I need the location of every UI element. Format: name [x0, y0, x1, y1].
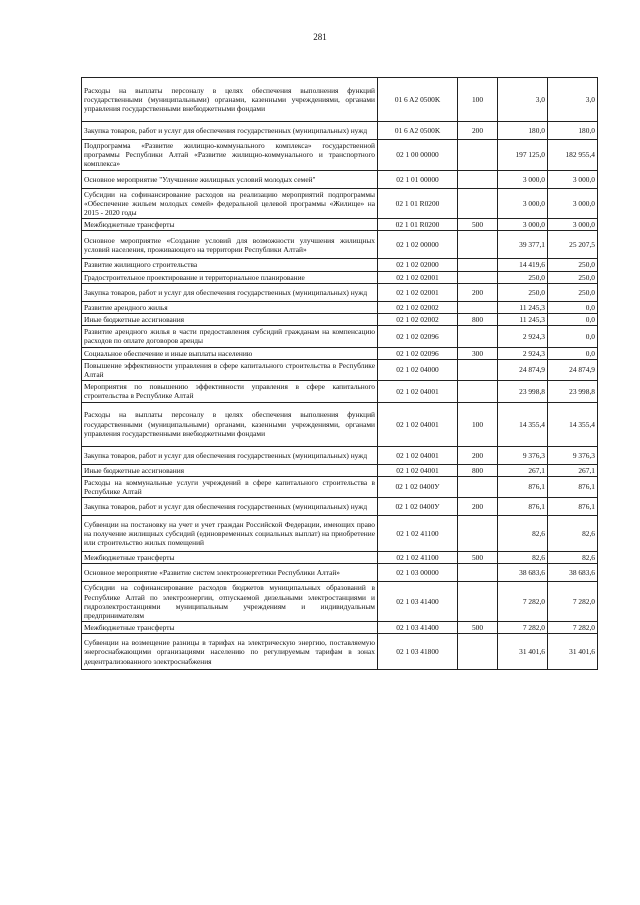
- row-name: Иные бюджетные ассигнования: [82, 314, 378, 326]
- row-amount-1: 3,0: [498, 78, 548, 122]
- table-row: [82, 301, 598, 313]
- table-row: [82, 326, 598, 347]
- row-code: 02 1 03 00000: [378, 564, 458, 582]
- row-name: Социальное обеспечение и иные выплаты населению: [82, 347, 378, 359]
- row-code: 02 1 03 41800: [378, 634, 458, 670]
- row-code: 02 1 02 00000: [378, 231, 458, 259]
- row-code: 02 1 03 41400: [378, 582, 458, 622]
- row-amount-2: 3 000,0: [548, 188, 598, 219]
- row-expense-type: [458, 271, 498, 283]
- row-amount-1: 23 998,8: [498, 381, 548, 402]
- row-name: Расходы на выплаты персоналу в целях обеспечения выполнения функций государственными (муниципальными) органами, казенными учреждениями, органами управления государственными внебюджетными фондами: [82, 78, 378, 122]
- row-expense-type: 200: [458, 283, 498, 301]
- row-code: 02 1 02 02002: [378, 314, 458, 326]
- row-amount-1: 3 000,0: [498, 188, 548, 219]
- row-amount-1: 197 125,0: [498, 140, 548, 171]
- row-amount-1: 3 000,0: [498, 170, 548, 188]
- row-name: Субсидии на софинансирование расходов на реализацию мероприятий подпрограммы «Обеспечение жильем молодых семей» федеральной целевой программы «Жилище» на 2015 - 2020 годы: [82, 188, 378, 219]
- row-amount-2: 876,1: [548, 498, 598, 516]
- row-amount-2: 38 683,6: [548, 564, 598, 582]
- table-row: [82, 582, 598, 622]
- row-amount-1: 11 245,3: [498, 314, 548, 326]
- row-code: 02 1 02 02096: [378, 326, 458, 347]
- row-expense-type: 500: [458, 552, 498, 564]
- row-expense-type: [458, 170, 498, 188]
- row-name: Закупка товаров, работ и услуг для обеспечения государственных (муниципальных) нужд: [82, 283, 378, 301]
- row-amount-1: 82,6: [498, 516, 548, 552]
- row-name: Градостроительное проектирование и территориальное планирование: [82, 271, 378, 283]
- row-amount-1: 14 419,6: [498, 259, 548, 271]
- row-name: Основное мероприятие «Создание условий для возможности улучшения жилищных условий населения, проживающего на территории Республики Алтай»: [82, 231, 378, 259]
- row-amount-1: 2 924,3: [498, 326, 548, 347]
- row-amount-1: 31 401,6: [498, 634, 548, 670]
- row-amount-2: 0,0: [548, 314, 598, 326]
- table-row: [82, 259, 598, 271]
- row-amount-1: 267,1: [498, 464, 548, 476]
- row-amount-1: 9 376,3: [498, 446, 548, 464]
- row-amount-2: 23 998,8: [548, 381, 598, 402]
- row-amount-1: 250,0: [498, 283, 548, 301]
- row-name: Субвенции на постановку на учет и учет граждан Российской Федерации, имеющих право на получение жилищных субсидий (единовременных социальных выплат) на приобретение или строительство жилых помещений: [82, 516, 378, 552]
- table-row: [82, 283, 598, 301]
- row-code: 02 1 02 02001: [378, 271, 458, 283]
- row-amount-1: 180,0: [498, 122, 548, 140]
- row-code: 01 6 A2 0500K: [378, 122, 458, 140]
- table-row: [82, 122, 598, 140]
- row-amount-1: 39 377,1: [498, 231, 548, 259]
- row-amount-2: 0,0: [548, 301, 598, 313]
- table-row: [82, 219, 598, 231]
- row-amount-2: 3 000,0: [548, 219, 598, 231]
- table-row: [82, 516, 598, 552]
- row-expense-type: 800: [458, 464, 498, 476]
- row-amount-2: 250,0: [548, 283, 598, 301]
- row-expense-type: 200: [458, 122, 498, 140]
- row-amount-2: 876,1: [548, 476, 598, 497]
- row-name: Расходы на выплаты персоналу в целях обеспечения выполнения функций государственными (муниципальными) органами, казенными учреждениями, органами управления государственными внебюджетными фондами: [82, 402, 378, 446]
- row-code: 01 6 A2 0500K: [378, 78, 458, 122]
- row-amount-2: 25 207,5: [548, 231, 598, 259]
- table-row: [82, 314, 598, 326]
- row-expense-type: [458, 259, 498, 271]
- row-amount-1: 38 683,6: [498, 564, 548, 582]
- table-row: [82, 476, 598, 497]
- row-amount-1: 82,6: [498, 552, 548, 564]
- row-expense-type: [458, 476, 498, 497]
- row-code: 02 1 02 41100: [378, 516, 458, 552]
- row-amount-2: 7 282,0: [548, 622, 598, 634]
- row-amount-1: 876,1: [498, 476, 548, 497]
- row-expense-type: [458, 188, 498, 219]
- row-expense-type: [458, 231, 498, 259]
- row-expense-type: [458, 326, 498, 347]
- row-name: Закупка товаров, работ и услуг для обеспечения государственных (муниципальных) нужд: [82, 446, 378, 464]
- row-amount-2: 7 282,0: [548, 582, 598, 622]
- row-expense-type: [458, 381, 498, 402]
- row-amount-2: 180,0: [548, 122, 598, 140]
- row-name: Основное мероприятие «Развитие систем электроэнергетики Республики Алтай»: [82, 564, 378, 582]
- row-name: Подпрограмма «Развитие жилищно-коммунального комплекса» государственной программы Республики Алтай «Развитие жилищно-коммунального и транспортного комплекса»: [82, 140, 378, 171]
- row-name: Развитие арендного жилья в части предоставления субсидий гражданам на компенсацию расходов по оплате договоров аренды: [82, 326, 378, 347]
- row-amount-1: 7 282,0: [498, 582, 548, 622]
- row-name: Межбюджетные трансферты: [82, 622, 378, 634]
- row-expense-type: 100: [458, 78, 498, 122]
- row-amount-1: 3 000,0: [498, 219, 548, 231]
- row-name: Расходы на коммунальные услуги учреждений в сфере капитального строительства в Республике Алтай: [82, 476, 378, 497]
- row-expense-type: 100: [458, 402, 498, 446]
- row-code: 02 1 02 04001: [378, 446, 458, 464]
- row-name: Развитие арендного жилья: [82, 301, 378, 313]
- row-name: Закупка товаров, работ и услуг для обеспечения государственных (муниципальных) нужд: [82, 122, 378, 140]
- row-expense-type: 300: [458, 347, 498, 359]
- row-amount-1: 14 355,4: [498, 402, 548, 446]
- row-amount-2: 14 355,4: [548, 402, 598, 446]
- row-amount-2: 0,0: [548, 347, 598, 359]
- table-row: [82, 564, 598, 582]
- budget-table-body: [82, 78, 598, 670]
- row-code: 02 1 02 41100: [378, 552, 458, 564]
- row-amount-2: 9 376,3: [548, 446, 598, 464]
- row-code: 02 1 02 02096: [378, 347, 458, 359]
- row-amount-1: 7 282,0: [498, 622, 548, 634]
- row-expense-type: 800: [458, 314, 498, 326]
- table-row: [82, 446, 598, 464]
- table-row: [82, 402, 598, 446]
- row-amount-2: 182 955,4: [548, 140, 598, 171]
- row-expense-type: 500: [458, 622, 498, 634]
- table-row: [82, 381, 598, 402]
- row-expense-type: [458, 140, 498, 171]
- table-row: [82, 231, 598, 259]
- table-row: [82, 140, 598, 171]
- row-expense-type: 200: [458, 498, 498, 516]
- row-amount-2: 82,6: [548, 516, 598, 552]
- row-name: Основное мероприятие "Улучшение жилищных условий молодых семей": [82, 170, 378, 188]
- row-code: 02 1 02 04000: [378, 359, 458, 380]
- row-amount-1: 250,0: [498, 271, 548, 283]
- row-code: 02 1 02 0400У: [378, 476, 458, 497]
- table-row: [82, 188, 598, 219]
- row-amount-2: 250,0: [548, 259, 598, 271]
- row-expense-type: [458, 634, 498, 670]
- table-row: [82, 464, 598, 476]
- row-name: Межбюджетные трансферты: [82, 219, 378, 231]
- table-row: [82, 634, 598, 670]
- row-name: Субсидии на софинансирование расходов бюджетов муниципальных образований в Республике Алтай по электроэнергии, отпускаемой дизельными электростанциями и гидроэлектростанциями муниципальным учреждениям и индивидуальным предпринимателям: [82, 582, 378, 622]
- row-name: Мероприятия по повышению эффективности управления в сфере капитального строительства в Республике Алтай: [82, 381, 378, 402]
- row-amount-2: 3,0: [548, 78, 598, 122]
- row-expense-type: [458, 301, 498, 313]
- row-amount-2: 31 401,6: [548, 634, 598, 670]
- row-code: 02 1 02 02000: [378, 259, 458, 271]
- row-code: 02 1 01 R0200: [378, 188, 458, 219]
- row-name: Иные бюджетные ассигнования: [82, 464, 378, 476]
- row-amount-1: 2 924,3: [498, 347, 548, 359]
- row-name: Развитие жилищного строительства: [82, 259, 378, 271]
- row-amount-2: 82,6: [548, 552, 598, 564]
- row-name: Субвенции на возмещение разницы в тарифах на электрическую энергию, поставляемую энергоснабжающими организациями населению по регулируемым тарифам в зонах децентрализованного электроснабжения: [82, 634, 378, 670]
- row-expense-type: [458, 582, 498, 622]
- table-row: [82, 359, 598, 380]
- row-name: Межбюджетные трансферты: [82, 552, 378, 564]
- row-code: 02 1 02 02002: [378, 301, 458, 313]
- row-amount-1: 11 245,3: [498, 301, 548, 313]
- table-row: [82, 78, 598, 122]
- row-code: 02 1 02 02001: [378, 283, 458, 301]
- row-expense-type: [458, 516, 498, 552]
- row-code: 02 1 02 04001: [378, 381, 458, 402]
- row-amount-1: 876,1: [498, 498, 548, 516]
- row-amount-2: 250,0: [548, 271, 598, 283]
- table-row: [82, 552, 598, 564]
- row-amount-2: 24 874,9: [548, 359, 598, 380]
- table-row: [82, 622, 598, 634]
- row-expense-type: 200: [458, 446, 498, 464]
- row-code: 02 1 02 04001: [378, 464, 458, 476]
- row-name: Закупка товаров, работ и услуг для обеспечения государственных (муниципальных) нужд: [82, 498, 378, 516]
- row-expense-type: [458, 564, 498, 582]
- table-row: [82, 271, 598, 283]
- row-amount-2: 0,0: [548, 326, 598, 347]
- table-row: [82, 170, 598, 188]
- row-expense-type: [458, 359, 498, 380]
- row-code: 02 1 01 00000: [378, 170, 458, 188]
- row-amount-2: 3 000,0: [548, 170, 598, 188]
- row-amount-1: 24 874,9: [498, 359, 548, 380]
- row-expense-type: 500: [458, 219, 498, 231]
- budget-table: [81, 77, 598, 670]
- table-row: [82, 498, 598, 516]
- table-row: [82, 347, 598, 359]
- row-code: 02 1 01 R0200: [378, 219, 458, 231]
- row-name: Повышение эффективности управления в сфере капитального строительства в Республике Алтай: [82, 359, 378, 380]
- row-code: 02 1 02 0400У: [378, 498, 458, 516]
- row-amount-2: 267,1: [548, 464, 598, 476]
- row-code: 02 1 00 00000: [378, 140, 458, 171]
- row-code: 02 1 03 41400: [378, 622, 458, 634]
- row-code: 02 1 02 04001: [378, 402, 458, 446]
- page-number: 281: [313, 32, 327, 42]
